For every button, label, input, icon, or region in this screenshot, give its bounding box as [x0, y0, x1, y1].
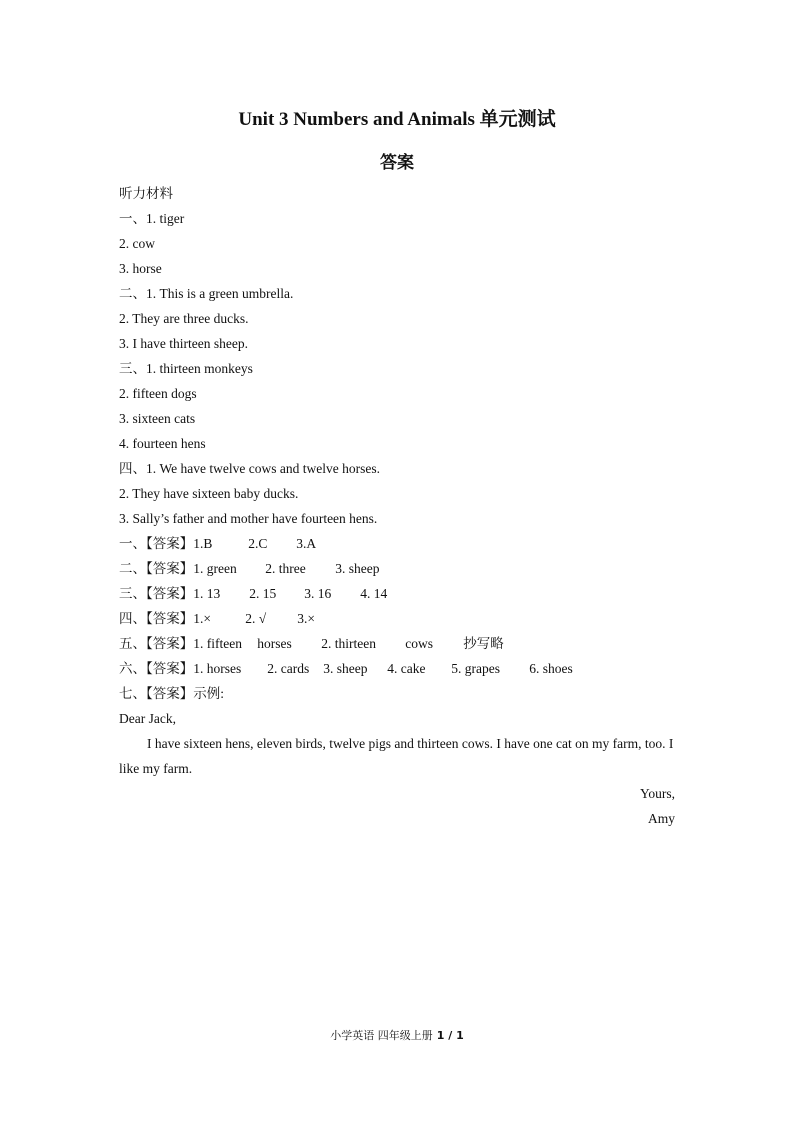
- answer-item: 3.×: [297, 611, 315, 626]
- answer-item: 2.C: [248, 536, 268, 551]
- answer-item: 1.×: [193, 611, 211, 626]
- listening-line: 4. fourteen hens: [119, 436, 206, 451]
- answer-item: 3.A: [296, 536, 317, 551]
- listening-line: 3. sixteen cats: [119, 411, 196, 426]
- answer-item: 2. three: [265, 561, 306, 576]
- answer-row-4: [119, 606, 675, 631]
- answer-item: 3. sheep: [335, 561, 380, 576]
- letter-signature: Amy: [648, 811, 675, 826]
- answer-item: 2. 15: [249, 586, 277, 601]
- answer-prefix: 三、【答案】: [119, 586, 194, 601]
- answer-content: [119, 181, 675, 831]
- answer-row-5: [119, 631, 675, 656]
- writing-prefix: 七、【答案】示例:: [119, 686, 225, 701]
- letter-closing: Yours,: [639, 786, 675, 801]
- page-footer: [0, 1027, 794, 1043]
- answer-item: 4. 14: [360, 586, 388, 601]
- letter-greeting: Dear Jack,: [119, 711, 176, 726]
- listening-line: 三、1. thirteen monkeys: [119, 361, 253, 376]
- listening-line: 3. Sally’s father and mother have fourteen hens.: [119, 511, 378, 526]
- listening-line: 2. fifteen dogs: [119, 386, 197, 401]
- listening-line: 二、1. This is a green umbrella.: [119, 286, 294, 301]
- answer-item: 5. grapes: [451, 661, 500, 676]
- listening-line: 2. cow: [119, 236, 155, 251]
- answer-item: 1. green: [193, 561, 237, 576]
- listening-line: 一、1. tiger: [119, 211, 185, 226]
- answer-heading: 答案: [380, 153, 414, 172]
- answer-item: 2. √: [245, 611, 267, 626]
- listening-line: 3. horse: [119, 261, 162, 276]
- listening-line: 2. They have sixteen baby ducks.: [119, 486, 299, 501]
- answer-item: 1. fifteen: [193, 636, 242, 651]
- page-title: Unit 3 Numbers and Animals 单元测试: [238, 109, 556, 130]
- answer-item: 2. cards: [267, 661, 310, 676]
- answer-prefix: 四、【答案】: [119, 611, 194, 626]
- answer-item: 2. thirteen: [321, 636, 376, 651]
- answer-prefix: 五、【答案】: [119, 636, 194, 651]
- listening-heading: 听力材料: [119, 186, 173, 201]
- answer-item: 1. horses: [193, 661, 242, 676]
- listening-line: 3. I have thirteen sheep.: [119, 336, 248, 351]
- listening-line: 四、1. We have twelve cows and twelve horses.: [119, 461, 380, 476]
- answer-item: 6. shoes: [529, 661, 573, 676]
- answer-row-3: [119, 581, 675, 606]
- answer-prefix: 一、【答案】: [119, 536, 194, 551]
- answer-item: 3. 16: [304, 586, 332, 601]
- answer-item: 3. sheep: [323, 661, 368, 676]
- answer-row-6: [119, 656, 675, 681]
- answer-item: 抄写略: [463, 636, 504, 651]
- answer-item: 1.B: [193, 536, 213, 551]
- answer-prefix: 六、【答案】: [119, 661, 194, 676]
- answer-item: 1. 13: [193, 586, 221, 601]
- letter-body: I have sixteen hens, eleven birds, twelve pigs and thirteen cows. I have one cat on my farm, too. I like my farm.: [119, 736, 674, 776]
- listening-line: 2. They are three ducks.: [119, 311, 249, 326]
- answer-prefix: 二、【答案】: [119, 561, 194, 576]
- page-number: 1 / 1: [436, 1029, 464, 1042]
- answer-row-1: [119, 531, 675, 556]
- answer-item: horses: [257, 636, 292, 651]
- answer-item: cows: [405, 636, 433, 651]
- footer-label: 小学英语 四年级上册: [330, 1029, 433, 1042]
- answer-item: 4. cake: [387, 661, 426, 676]
- answer-row-2: [119, 556, 675, 581]
